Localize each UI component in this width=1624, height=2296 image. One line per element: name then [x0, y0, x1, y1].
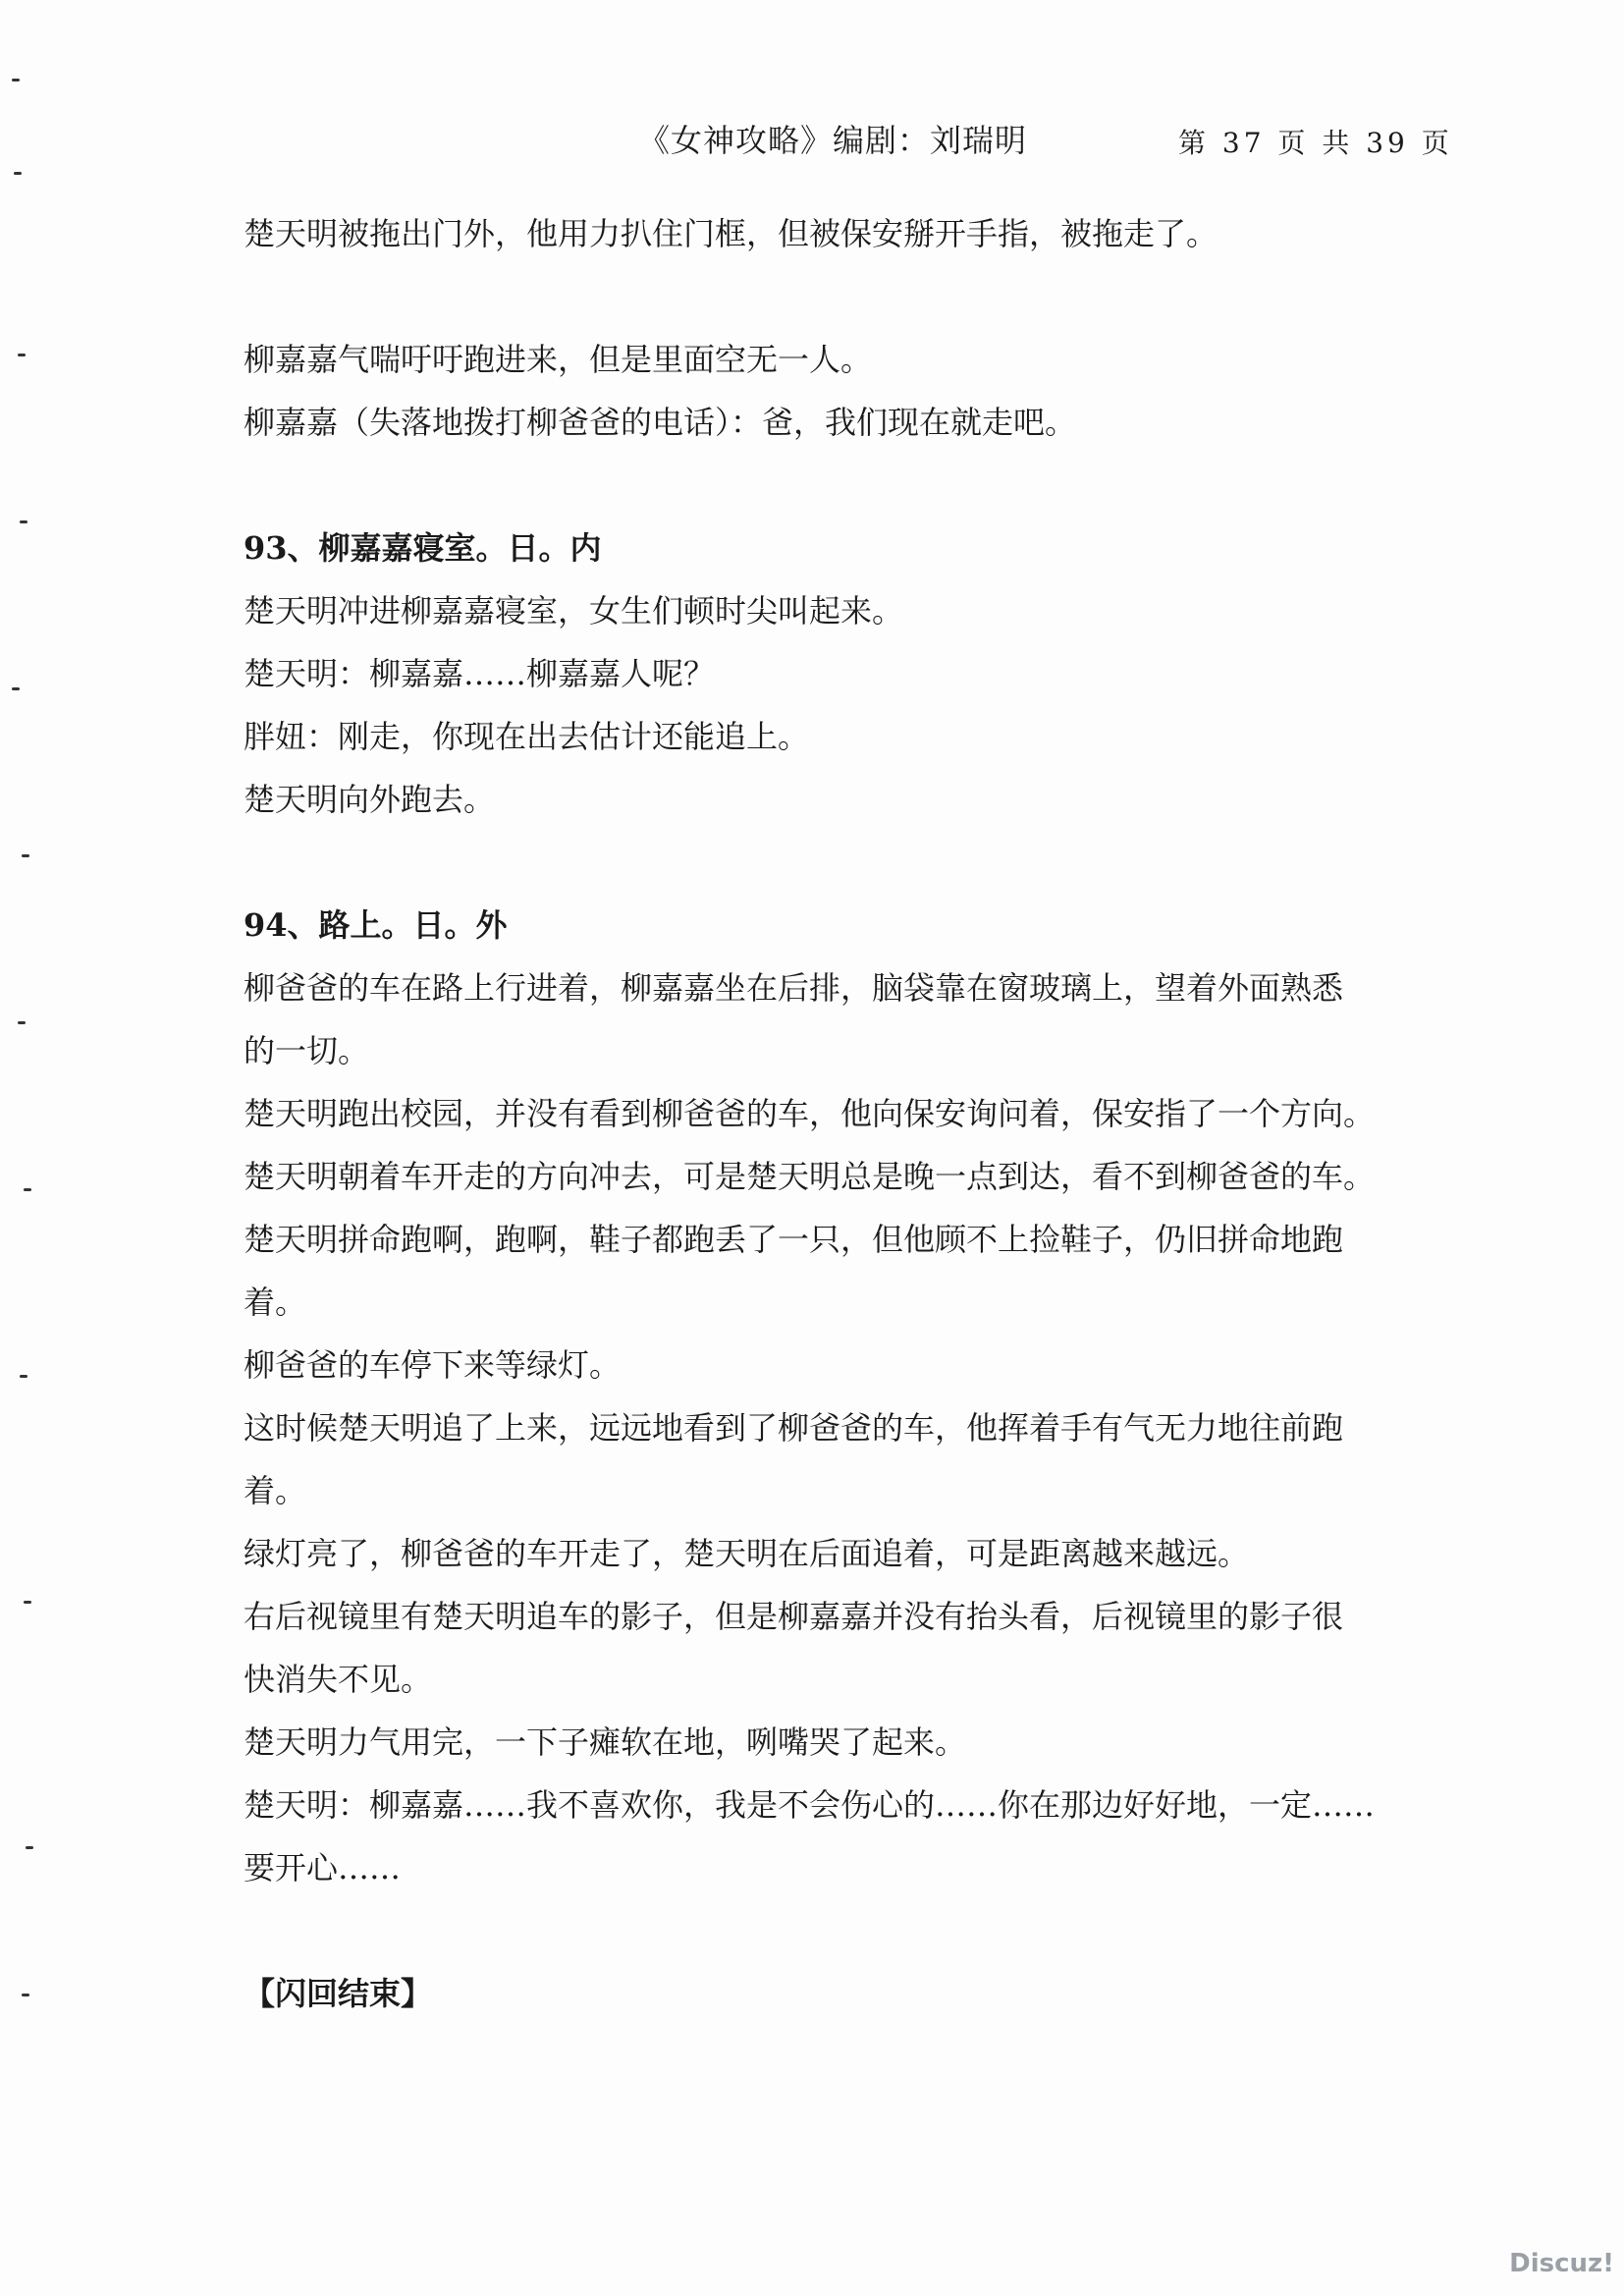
paragraph: 楚天明力气用完，一下子瘫软在地，咧嘴哭了起来。: [244, 1723, 967, 1761]
paragraph: 柳嘉嘉气喘吁吁跑进来，但是里面空无一人。: [244, 341, 873, 378]
dialogue-line: 要开心……: [244, 1849, 402, 1886]
scene-heading-93: 93、柳嘉嘉寝室。日。内: [244, 529, 602, 567]
scan-speck: [22, 1994, 29, 1996]
scene-heading-94: 94、路上。日。外: [244, 906, 508, 944]
flashback-end-marker: 【闪回结束】: [244, 1975, 433, 2012]
scan-speck: [12, 687, 20, 690]
spacer: [244, 1899, 1392, 1962]
script-body: [244, 202, 1392, 2025]
dialogue-line: 楚天明：柳嘉嘉……我不喜欢你，我是不会伤心的……你在那边好好地，一定……: [244, 1786, 1376, 1824]
paragraph: 柳爸爸的车在路上行进着，柳嘉嘉坐在后排，脑袋靠在窗玻璃上，望着外面熟悉: [244, 969, 1344, 1007]
paragraph: 楚天明向外跑去。: [244, 781, 496, 818]
spacer: [244, 265, 1392, 328]
paragraph: 快消失不见。: [244, 1661, 433, 1698]
scan-speck: [20, 520, 27, 523]
paragraph: 这时候楚天明追了上来，远远地看到了柳爸爸的车，他挥着手有气无力地往前跑: [244, 1409, 1344, 1447]
paragraph: 柳爸爸的车停下来等绿灯。: [244, 1346, 622, 1384]
spacer: [244, 831, 1392, 894]
scan-speck: [18, 354, 26, 356]
header-title: 《女神攻略》编剧：刘瑞明: [638, 122, 1028, 159]
page-header: [0, 116, 1624, 165]
header-page-number: 第 37 页 共 39 页: [1178, 127, 1453, 159]
paragraph: 楚天明冲进柳嘉嘉寝室，女生们顿时尖叫起来。: [244, 592, 904, 629]
paragraph: 楚天明跑出校园，并没有看到柳爸爸的车，他向保安询问着，保安指了一个方向。: [244, 1095, 1376, 1132]
dialogue-line: 楚天明：柳嘉嘉……柳嘉嘉人呢？: [244, 655, 716, 692]
scan-speck: [14, 172, 22, 175]
scan-speck: [24, 1188, 31, 1191]
scan-speck: [18, 1021, 26, 1024]
scan-speck: [26, 1846, 33, 1849]
watermark-logo: Discuz!: [1509, 2249, 1614, 2278]
dialogue-line: 胖妞：刚走，你现在出去估计还能追上。: [244, 718, 810, 755]
scan-speck: [20, 1375, 27, 1378]
scan-speck: [22, 854, 29, 857]
paragraph: 楚天明拼命跑啊，跑啊，鞋子都跑丢了一只，但他顾不上捡鞋子，仍旧拼命地跑: [244, 1221, 1344, 1258]
paragraph: 柳嘉嘉（失落地拨打柳爸爸的电话）：爸，我们现在就走吧。: [244, 404, 1077, 441]
paragraph: 楚天明被拖出门外，他用力扒住门框，但被保安掰开手指，被拖走了。: [244, 215, 1218, 252]
scan-speck: [24, 1601, 31, 1604]
paragraph: 着。: [244, 1472, 307, 1509]
paragraph: 楚天明朝着车开走的方向冲去，可是楚天明总是晚一点到达，看不到柳爸爸的车。: [244, 1158, 1376, 1195]
paragraph: 绿灯亮了，柳爸爸的车开走了，楚天明在后面追着，可是距离越来越远。: [244, 1535, 1250, 1572]
paragraph: 右后视镜里有楚天明追车的影子，但是柳嘉嘉并没有抬头看，后视镜里的影子很: [244, 1598, 1344, 1635]
paragraph: 的一切。: [244, 1032, 370, 1069]
scan-speck: [12, 79, 20, 82]
paragraph: 着。: [244, 1284, 307, 1321]
spacer: [244, 454, 1392, 517]
